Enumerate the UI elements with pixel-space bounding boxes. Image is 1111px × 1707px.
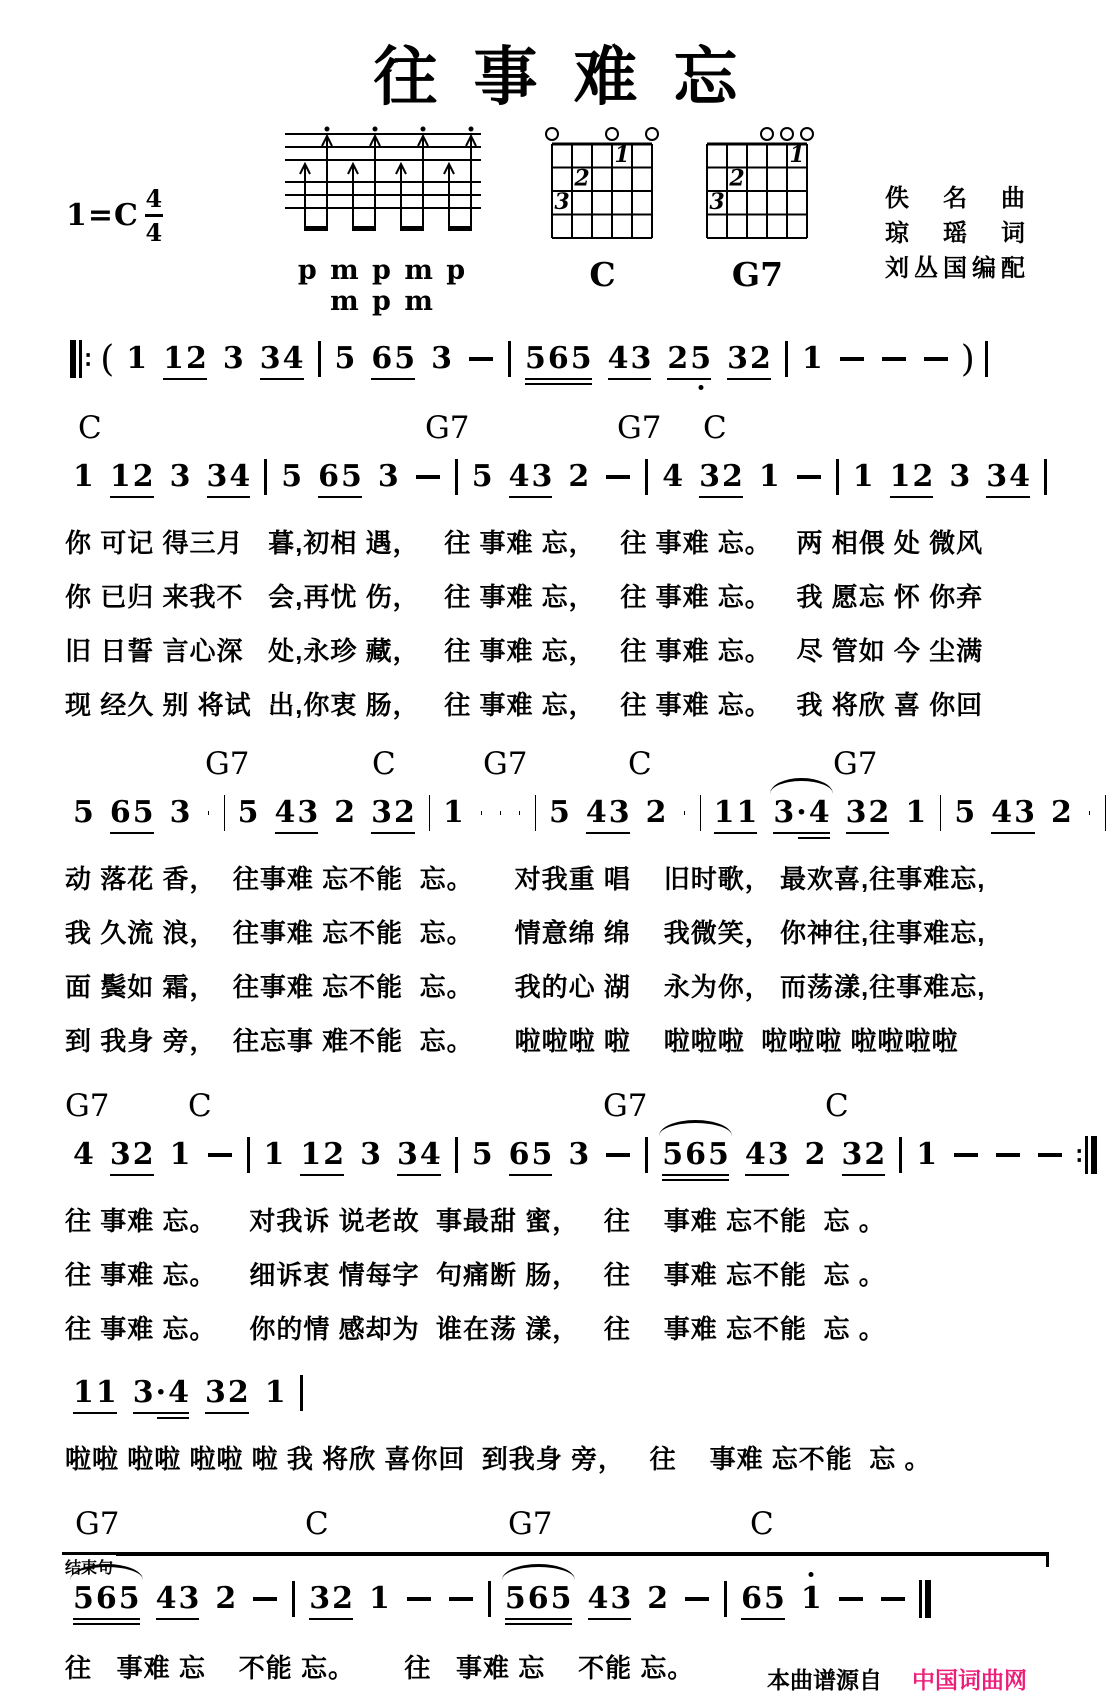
dash-note [519,811,520,815]
note: 34 [396,1138,442,1172]
note: 5 [953,796,976,830]
chord-row [0,1088,1111,1126]
notation-line [65,1364,1111,1422]
note: 34 [206,460,252,494]
note: 12 [889,460,935,494]
note: 5 [72,796,95,830]
note: 3 [169,460,192,494]
lyric-line: 面 鬓如 霜， 往事难 忘不能 忘。 我的心 湖 永为你， 而荡漾,往事难忘, [65,967,1111,1004]
dash-note [954,1153,978,1157]
dash-note [685,1597,709,1601]
notation-line [65,784,1111,842]
barline [645,1137,648,1173]
note: 32 [698,460,744,494]
barline [836,459,839,495]
chord-label: G7 [833,746,878,782]
chord-label: G7 [425,410,470,446]
note: 43 [990,796,1036,830]
note: 43 [607,342,653,376]
chord-label: G7 [617,410,662,446]
note: 565 [504,1582,573,1616]
chord-diagram-label: C [535,255,670,294]
arranger-credit: 刘丛国编配 [885,252,1025,287]
barline [318,341,321,377]
note: 43 [587,1582,633,1616]
note: 12 [162,342,208,376]
chord-diagram-C [535,126,670,294]
dash-note [839,1597,863,1601]
chord-label: C [628,746,652,782]
barline [488,1581,491,1617]
barline [455,1137,458,1173]
lyric-line: 你 可记 得三月 暮,初相 遇， 往 事难 忘， 往 事难 忘。 两 相偎 处 微风 [65,523,1111,560]
paren: ( [100,339,114,380]
paren: ) [961,339,975,380]
note: 1 [915,1138,938,1172]
strum-icon [283,126,483,248]
dash-note [253,1597,277,1601]
final-barline [919,1579,931,1619]
note: 2 [1050,796,1073,830]
dash-note [881,1597,905,1601]
dash-note [481,811,482,815]
note: 12 [299,1138,345,1172]
chord-label: G7 [508,1506,553,1542]
chord-row [0,746,1111,784]
note: 565 [72,1582,141,1616]
sixteenth-underline [798,837,830,839]
note: 2 [645,796,668,830]
dash-note [407,1597,431,1601]
note: 32 [841,1138,887,1172]
time-divider [145,214,163,217]
composer-credit: 佚 名 曲 [885,182,1025,217]
chord-label: C [825,1088,849,1124]
barline [247,1137,250,1173]
dash-note [684,811,685,815]
dash-note [882,357,906,361]
chord-row [0,410,1111,448]
chord-label: C [78,410,102,446]
score-group-3 [0,746,1111,1058]
key-name: 1=C [66,198,139,233]
note: 65 [370,342,416,376]
repeat-start-sign: ∶ [70,339,91,379]
note: 2 [333,796,356,830]
barline [300,1375,303,1411]
barline [292,1581,295,1617]
note: 11 [72,1376,118,1410]
lyric-line: 我 久流 浪， 往事难 忘不能 忘。 情意绵 绵 我微笑， 你神往,往事难忘, [65,913,1111,950]
sixteenth-underline [157,1417,189,1419]
note: 3 [169,796,192,830]
note: 4 [72,1138,95,1172]
note: 3 [948,460,971,494]
barline [1044,459,1047,495]
note: 1 [263,1138,286,1172]
note: 1 [169,1138,192,1172]
svg-text:3: 3 [709,189,724,215]
dash-note [469,357,493,361]
dash-note [606,475,630,479]
note: 5 [280,460,303,494]
time-bottom: 4 [146,218,163,247]
dash-note [1089,811,1090,815]
note: 5 [237,796,260,830]
dash-note [208,811,209,815]
note: 3·4 [772,796,830,830]
low-octave-dot [698,385,703,390]
note: 32 [204,1376,250,1410]
lyric-line: 动 落花 香， 往事难 忘不能 忘。 对我重 唱 旧时歌， 最欢喜,往事难忘, [65,859,1111,896]
note: 32 [845,796,891,830]
dash-note [208,1153,232,1157]
note: 1 [442,796,465,830]
chord-label: C [703,410,727,446]
barline [455,459,458,495]
lyric-line: 啦啦 啦啦 啦啦 啦 我 将欣 喜你回 到我身 旁， 往 事难 忘不能 忘 。 [65,1439,1111,1476]
ending-bracket-label: 结束句 [62,1555,116,1578]
note: 43 [508,460,554,494]
lyric-line: 你 已归 来我不 会,再忧 伤， 往 事难 忘， 往 事难 忘。 我 愿忘 怀 你弃 [65,577,1111,614]
note: 12 [109,460,155,494]
note: 65 [740,1582,786,1616]
note: 1 [72,460,95,494]
score-group-2 [0,410,1111,722]
note: 1 [801,342,824,376]
note: 34 [985,460,1031,494]
note: 43 [274,796,320,830]
score-group-1 [0,330,1111,388]
sheet-header [0,26,1111,316]
watermark-prefix: 本曲谱源自 [767,1662,882,1695]
note: 32 [308,1582,354,1616]
note: 43 [744,1138,790,1172]
note: 1 [800,1582,823,1616]
note: 4 [661,460,684,494]
lyricist-credit: 琼 瑶 词 [885,217,1025,252]
dash-note [500,811,501,815]
lyric-line: 往 事难 忘。 对我诉 说老故 事最甜 蜜， 往 事难 忘不能 忘 。 [65,1201,1111,1238]
note: 1 [852,460,875,494]
barline [899,1137,902,1173]
note: 1 [368,1582,391,1616]
chord-label: C [372,746,396,782]
chord-label: G7 [483,746,528,782]
note: 11 [713,796,759,830]
chord-label: C [188,1088,212,1124]
note: 2 [646,1582,669,1616]
lyric-line: 到 我身 旁， 往忘事 难不能 忘。 啦啦啦 啦 啦啦啦 啦啦啦 啦啦啦啦 [65,1021,1111,1058]
note: 3 [359,1138,382,1172]
note: 65 [109,796,155,830]
dash-note [416,475,440,479]
note: 43 [585,796,631,830]
score [0,330,1111,1685]
note: 25 [666,342,712,376]
note: 3 [567,1138,590,1172]
note: 2 [567,460,590,494]
notation-line [65,1570,1111,1628]
dash-note [1038,1153,1062,1157]
chord-label: G7 [205,746,250,782]
svg-text:3: 3 [554,189,569,215]
note: 3 [222,342,245,376]
barline [985,341,988,377]
key-signature [66,184,163,247]
chord-row [0,1506,1111,1544]
note: 1 [758,460,781,494]
svg-text:2: 2 [728,166,744,192]
note: 2 [214,1582,237,1616]
note: 5 [334,342,357,376]
svg-text:1: 1 [789,142,804,168]
strum-pattern [280,126,485,317]
note: 5 [471,460,494,494]
lyric-line: 往 事难 忘 不能 忘。 往 事难 忘 不能 忘。 [65,1648,1111,1685]
chord-grid-icon [540,126,665,246]
chord-label: C [305,1506,329,1542]
barline [785,341,788,377]
note: 2 [804,1138,827,1172]
note: 565 [661,1138,730,1172]
note: 5 [548,796,571,830]
barline [508,341,511,377]
barline [724,1581,727,1617]
notation-line [65,448,1111,506]
chord-label: G7 [603,1088,648,1124]
notation-line [65,1126,1111,1184]
dash-note [996,1153,1020,1157]
chord-label: G7 [75,1506,120,1542]
dash-note [449,1597,473,1601]
strum-pattern-icon [283,235,483,252]
score-group-6 [0,1506,1111,1685]
header-row [0,126,1111,316]
chord-label: G7 [65,1088,110,1124]
high-octave-dot [809,1572,814,1577]
score-group-4 [0,1088,1111,1346]
chord-diagram-label: G7 [690,255,825,294]
note: 34 [259,342,305,376]
note: 1 [904,796,927,830]
note: 65 [508,1138,554,1172]
note: 565 [524,342,593,376]
note: 1 [125,342,148,376]
watermark [767,1662,1027,1695]
note: 43 [155,1582,201,1616]
svg-text:2: 2 [573,166,589,192]
dash-note [606,1153,630,1157]
barline [264,459,267,495]
barline [645,459,648,495]
dash-note [924,357,948,361]
dash-note [840,357,864,361]
note: 3 [377,460,400,494]
note: 5 [471,1138,494,1172]
credits [885,182,1025,286]
song-title: 往事难忘 [0,26,1111,118]
lyric-line: 往 事难 忘。 你的情 感却为 谁在荡 漾， 往 事难 忘不能 忘 。 [65,1309,1111,1346]
chord-label: C [750,1506,774,1542]
score-group-5 [0,1364,1111,1476]
time-signature [145,184,163,247]
chord-diagram-G7 [690,126,825,294]
note: 65 [317,460,363,494]
note: 3 [430,342,453,376]
note: 32 [370,796,416,830]
strum-finger-labels: p m p m p m p m [280,255,485,317]
note: 1 [264,1376,287,1410]
note: 32 [726,342,772,376]
time-top: 4 [146,184,163,213]
notation-line [65,330,1111,388]
repeat-end-sign: ∶ [1076,1135,1097,1175]
dash-note [797,475,821,479]
note: 3·4 [132,1376,190,1410]
lyric-line: 旧 日誓 言心深 处,永珍 藏， 往 事难 忘， 往 事难 忘。 尽 管如 今 尘满 [65,631,1111,668]
lyric-line: 现 经久 别 将试 出,你衷 肠， 往 事难 忘， 往 事难 忘。 我 将欣 喜 你回 [65,685,1111,722]
lyric-line: 往 事难 忘。 细诉衷 情每字 句痛断 肠， 往 事难 忘不能 忘 。 [65,1255,1111,1292]
note: 32 [109,1138,155,1172]
watermark-site: 中国词曲网 [912,1662,1027,1695]
chord-grid-icon [695,126,820,246]
svg-text:1: 1 [614,142,629,168]
